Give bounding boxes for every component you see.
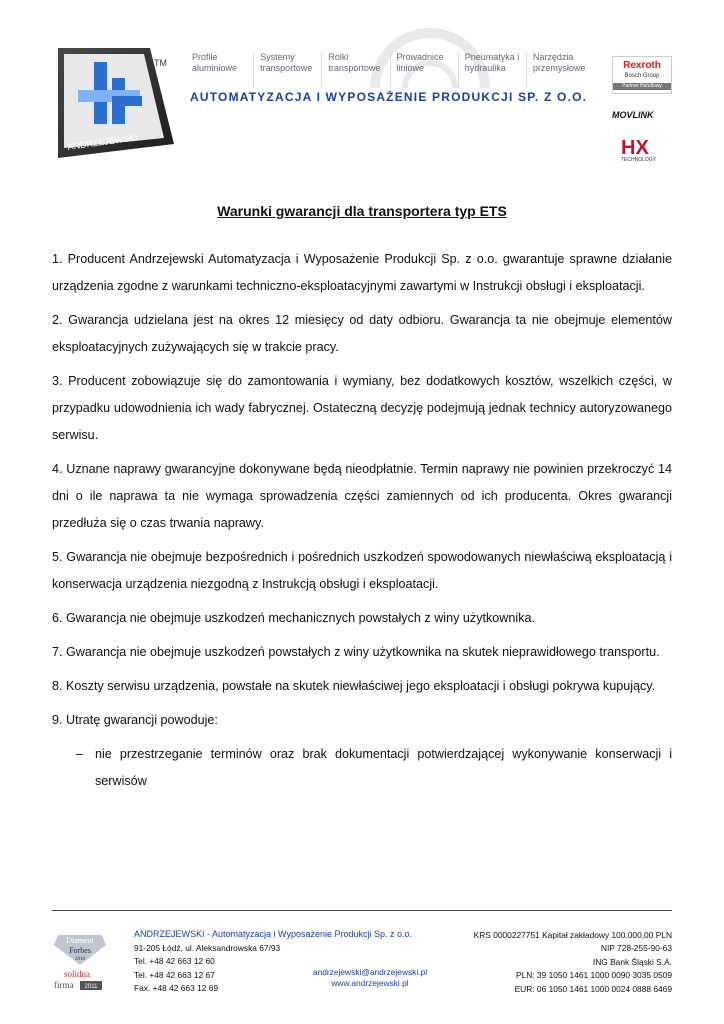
- term-9: 9. Utratę gwarancji powoduje:: [52, 713, 218, 727]
- footer-online: [300, 967, 440, 989]
- category-pneumatyka: Pneumatyka i hydraulika: [458, 52, 526, 88]
- category-profile: Profile aluminiowe: [192, 52, 238, 73]
- solidna-firma-badge: [52, 966, 106, 992]
- category-bar: [186, 52, 594, 88]
- movlink-logo: MOVLINK: [612, 110, 654, 120]
- warranty-terms: [52, 246, 672, 795]
- term-8: 8. Koszty serwisu urządzenia, powstałe na skutek niewłaściwej jego eksploatacji i obsługi pokrywa kupujący.: [52, 679, 656, 693]
- company-name: AUTOMATYZACJA I WYPOSAŻENIE PRODUKCJI SP. Z O.O.: [190, 90, 588, 104]
- footer-registry: [474, 929, 672, 996]
- footer-www-link[interactable]: www.andrzejewski.pl: [331, 978, 409, 988]
- footer-company: ANDRZEJEWSKI - Automatyzacja i Wyposażenie Produkcji Sp. z o.o.: [134, 929, 413, 939]
- page-title: Warunki gwarancji dla transportera typ ETS: [217, 203, 507, 219]
- footer-bank: ING Bank Śląski S.A.: [592, 956, 672, 967]
- logo-text: ANDRZEJEWSKI: [66, 132, 139, 152]
- svg-text:2016: 2016: [75, 957, 85, 962]
- footer-krs: KRS 0000227751 Kapitał zakładowy 100.000,00 PLN: [473, 930, 672, 940]
- svg-text:solidna: solidna: [64, 969, 90, 979]
- footer-fax: Fax. +48 42 663 12 69: [134, 983, 219, 994]
- bullet-text: nie przestrzeganie terminów oraz brak dokumentacji potwierdzającej wykonywanie konserwacji i serwisów: [95, 747, 672, 788]
- term-5: 5. Gwarancja nie obejmuje bezpośrednich i pośrednich uszkodzeń spowodowanych niewłaściwą eksploatacją i konserwacja urządzenia niezgodną z Instrukcją obsługi i eksploatacji.: [52, 550, 672, 591]
- footer-tel-2: Tel. +48 42 663 12 67: [134, 969, 215, 980]
- footer-tel-1: Tel. +48 42 663 12 60: [134, 956, 215, 967]
- diament-forbes-badge: [54, 933, 106, 965]
- category-systemy: Systemy transportowe: [253, 52, 321, 88]
- rexroth-logo: Rexroth Bosch Group Partner Handlowy: [612, 56, 672, 94]
- bullet-dash: –: [76, 747, 84, 761]
- footer-nip: NIP 728-255-90-63: [600, 943, 672, 954]
- category-prowadnice: Prowadnice liniowe: [390, 52, 458, 88]
- svg-text:HX: HX: [621, 137, 649, 159]
- footer-account-pln: PLN: 39 1050 1461 1000 0090 3035 0509: [515, 970, 672, 981]
- term-3: 3. Producent zobowiązuje się do zamontowania i wymiany, bez dodatkowych kosztów, wszelkich części, w przypadku udowodnienia ich wady fabrycznej. Ostateczną decyzję podejmują jednak technicy autoryzowanego serwisu.: [52, 374, 672, 442]
- footer-contact: [134, 942, 280, 996]
- trademark-mark: TM: [154, 58, 167, 68]
- footer-address: 91-205 Łódź, ul. Aleksandrowska 67/93: [134, 943, 281, 953]
- svg-text:Diament: Diament: [66, 936, 94, 945]
- term-7: 7. Gwarancja nie obejmuje uszkodzeń powstałych z winy użytkownika na skutek nieprawidłowego transportu.: [52, 645, 660, 659]
- term-4: 4. Uznane naprawy gwarancyjne dokonywane będą nieodpłatnie. Termin naprawy nie powinien przekroczyć 14 dni o ile naprawa ta nie wymaga sprowadzenia części zamiennych od ich producenta. Okres gwarancji przedłuża się o czas trwania naprawy.: [52, 462, 672, 530]
- term-1: 1. Producent Andrzejewski Automatyzacja i Wyposażenie Produkcji Sp. z o.o. gwarantuje sprawne działanie urządzenia zgodne z warunkami techniczno-eksploatacyjnymi zawartymi w Instrukcji obsługi i eksploatacji.: [52, 252, 672, 293]
- term-6: 6. Gwarancja nie obejmuje uszkodzeń mechanicznych powstałych z winy użytkownika.: [52, 611, 535, 625]
- svg-text:TECHNOLOGY: TECHNOLOGY: [621, 157, 657, 162]
- term-9-bullet: [52, 741, 672, 795]
- svg-text:2011: 2011: [84, 984, 98, 990]
- term-2: 2. Gwarancja udzielana jest na okres 12 miesięcy od daty odbioru. Gwarancja ta nie obejmuje elementów eksploatacyjnych zużywających się w trakcie pracy.: [52, 313, 672, 354]
- category-narzedzia: Narzędzia przemysłowe: [526, 52, 594, 88]
- category-rolki: Rolki transportowe: [321, 52, 389, 88]
- svg-text:firma: firma: [54, 980, 74, 990]
- footer-divider: [52, 910, 672, 911]
- footer-account-eur: EUR: 06 1050 1461 1000 0024 0888 6469: [514, 983, 672, 994]
- hx-technology-logo: [618, 136, 664, 162]
- svg-text:Forbes: Forbes: [69, 946, 91, 955]
- footer-email-link[interactable]: andrzejewski@andrzejewski.pl: [312, 967, 428, 977]
